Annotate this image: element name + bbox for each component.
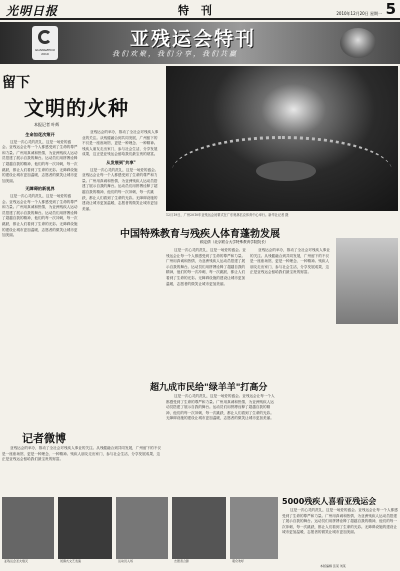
thumbnail-photo bbox=[2, 497, 54, 559]
special-education-headline: 中国特殊教育与残疾人体育蓬勃发展 bbox=[120, 229, 280, 240]
reporter-column-body bbox=[2, 446, 162, 494]
column-subhead: 从发展到"共享" bbox=[106, 159, 136, 165]
thumbnail-photo bbox=[116, 497, 168, 559]
survey-article bbox=[166, 394, 276, 490]
thumbnail-caption: 运动员入场 bbox=[118, 559, 134, 563]
thumbnail-photo bbox=[230, 497, 278, 559]
flame-icon bbox=[340, 28, 376, 58]
column-body: 这是一次心灵的洗礼，这是一场爱的盛会。亚残运会让每一个人都感受到了生命的尊严和力量。广州用真诚和热情，为亚洲残疾人运动员搭建了展示自我的舞台。运动员们用拼搏诠释了超越自我的精神，他们的每一次冲刺，每一次跳跃，都让人们看到了生命的光彩。无障碍设施的建设让城市更加温暖，志愿者的微笑让城市更加美丽。 bbox=[282, 508, 398, 535]
column-body: 这是一次心灵的洗礼，这是一场爱的盛会。亚残运会让每一个人都感受到了生命的尊严和力量。广州用真诚和热情，为亚洲残疾人运动员搭建了展示自我的舞台。运动员们用拼搏诠释了超越自我的精神，他们的每一次冲刺，每一次跳跃，都让人们看到了生命的光彩。无障碍设施的建设让城市更加温暖，志愿者的微笑让城市更加美丽。 bbox=[2, 193, 78, 238]
article-column-2 bbox=[82, 130, 160, 420]
feature-headline: 文明的火种 bbox=[24, 96, 129, 120]
special-education-byline: 顾定倩（北京联合大学特殊教育学院院长） bbox=[200, 240, 269, 244]
emblem-caption: GUANGZHOU 2010 bbox=[34, 48, 55, 56]
article-column-3 bbox=[166, 248, 246, 376]
banner-slogan: 我们欢聚，我们分享，我们共赢 bbox=[112, 50, 238, 58]
newspaper-logo: 光明日报 bbox=[6, 4, 59, 18]
thumbnail-caption: 志愿者合影 bbox=[174, 559, 190, 563]
column-body: 亚残运会的举办，推动了全社会对残疾人事业的关注。从残健融合到共同发展，广州留下的不仅是一座座场馆，更是一种理念、一种精神。残疾人朋友走出家门，参与社会生活，分享发展成果，这正是亚残运会留给我们最宝贵的财富。 bbox=[250, 248, 330, 275]
column-body: 这是一次心灵的洗礼，这是一场爱的盛会。亚残运会让每一个人都感受到了生命的尊严和力量。广州用真诚和热情，为亚洲残疾人运动员搭建了展示自我的舞台。运动员们用拼搏诠释了超越自我的精神，他们的每一次冲刺，每一次跳跃，都让人们看到了生命的光彩。无障碍设施的建设让城市更加温暖，志愿者的微笑让城市更加美丽。 bbox=[82, 167, 159, 211]
athlete-photo bbox=[336, 238, 398, 324]
page-number: 5 bbox=[385, 0, 396, 18]
special-banner bbox=[0, 22, 400, 64]
column-body: 亚残运会的举办，推动了全社会对残疾人事业的关注。从残健融合到共同发展，广州留下的不仅是一座座场馆，更是一种理念、一种精神。残疾人朋友走出家门，参与社会生活，分享发展成果，这正是亚残运会留给我们最宝贵的财富。 bbox=[2, 446, 161, 462]
spectators-headline: 5000残疾人喜看亚残运会 bbox=[282, 497, 377, 506]
reporter-column-title: 记者微博 bbox=[22, 432, 66, 445]
banner-title: 亚残运会特刊 bbox=[130, 28, 257, 50]
feature-title bbox=[2, 72, 142, 122]
photo-caption: 12月19日，广州2010年亚残运会闭幕式在广东奥林匹克体育中心举行。新华社记者 摄 bbox=[166, 213, 289, 217]
games-emblem bbox=[32, 26, 58, 60]
thumbnail-photo bbox=[172, 497, 226, 559]
column-body: 这是一次心灵的洗礼，这是一场爱的盛会。亚残运会让每一个人都感受到了生命的尊严和力量。广州用真诚和热情，为亚洲残疾人运动员搭建了展示自我的舞台。运动员们用拼搏诠释了超越自我的精神，他们的每一次冲刺，每一次跳跃，都让人们看到了生命的光彩。无障碍设施的建设让城市更加温暖，志愿者的微笑让城市更加美丽。 bbox=[166, 248, 246, 286]
emblem-icon bbox=[38, 30, 52, 44]
thumbnail-caption: 闭幕式文艺表演 bbox=[60, 559, 82, 563]
column-body: 亚残运会的举办，推动了全社会对残疾人事业的关注。从残健融合到共同发展，广州留下的不仅是一座座场馆，更是一种理念、一种精神。残疾人朋友走出家门，参与社会生活，分享发展成果，这正是亚残运会留给我们最宝贵的财富。 bbox=[82, 130, 159, 157]
column-body: 这是一次心灵的洗礼，这是一场爱的盛会。亚残运会让每一个人都感受到了生命的尊严和力量。广州用真诚和热情，为亚洲残疾人运动员搭建了展示自我的舞台。运动员们用拼搏诠释了超越自我的精神，他们的每一次冲刺，每一次跳跃，都让人们看到了生命的光彩。无障碍设施的建设让城市更加温暖，志愿者的微笑让城市更加美丽。 bbox=[166, 394, 275, 421]
column-subhead: 生命如花次第开 bbox=[25, 132, 55, 137]
column-subhead: 无障碍的新视界 bbox=[25, 186, 55, 192]
feature-byline: 本报记者 叶辉 bbox=[34, 122, 60, 127]
spectators-article bbox=[282, 508, 398, 562]
page-footer: 本版编辑 张某 刘某 bbox=[320, 564, 346, 568]
stage bbox=[256, 161, 316, 181]
masthead bbox=[0, 0, 400, 20]
article-column-1 bbox=[2, 130, 78, 420]
closing-ceremony-photo bbox=[166, 66, 398, 211]
thumbnail-photo bbox=[58, 497, 112, 559]
section-label: 特 刊 bbox=[178, 4, 216, 17]
thumbnail-caption: 观众欢呼 bbox=[232, 559, 245, 563]
feature-kicker: 留下 bbox=[2, 75, 30, 91]
survey-headline: 超九成市民给"绿羊羊"打高分 bbox=[150, 383, 268, 393]
issue-date: 2010年12月20日 星期一 bbox=[336, 11, 382, 16]
column-body: 这是一次心灵的洗礼，这是一场爱的盛会。亚残运会让每一个人都感受到了生命的尊严和力量。广州用真诚和热情，为亚洲残疾人运动员搭建了展示自我的舞台。运动员们用拼搏诠释了超越自我的精神，他们的每一次冲刺，每一次跳跃，都让人们看到了生命的光彩。无障碍设施的建设让城市更加温暖，志愿者的微笑让城市更加美丽。 bbox=[2, 139, 78, 183]
thumbnail-caption: 亚残运会圣火熄灭 bbox=[4, 559, 29, 563]
article-column-4 bbox=[250, 248, 332, 376]
